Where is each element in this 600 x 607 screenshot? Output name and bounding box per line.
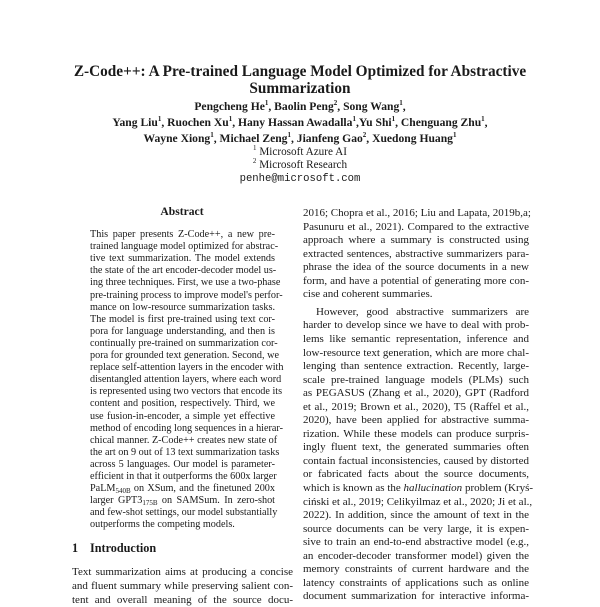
text-line: use fusion-in-encoder, a simple yet effective (90, 410, 275, 422)
text-line: and few-shot settings, our model substantially (90, 507, 278, 519)
text-line: rization. While these models can produce surpris- (303, 427, 529, 440)
affiliation-superscript: 1 (399, 99, 403, 107)
text-line: across 5 languages. Our model is parameter- (90, 458, 275, 470)
paper-title-line-1: Z-Code++: A Pre-trained Language Model Optimized for Abstractive (73, 63, 527, 80)
affiliation-superscript: 1 (352, 115, 356, 123)
text-line: document summarization for interactive informa- (303, 590, 529, 603)
text-line: 2016; Chopra et al., 2016; Liu and Lapata, 2019b,a; (303, 207, 531, 219)
text-run: Pengcheng He (194, 100, 265, 113)
text-line: as PEGASUS (Zhang et al., 2020), GPT (Radford (303, 387, 529, 400)
affiliation-superscript: 1 (481, 115, 485, 123)
affiliation-superscript: 2 (362, 131, 367, 139)
text-line: pora for language understanding, and then is (90, 325, 275, 337)
text-run: , Ruochen Xu (161, 116, 229, 129)
text-line: and fluent summary while preserving salient con- (72, 579, 293, 592)
text-line: memory constraints of current hardware and the (303, 563, 529, 576)
subscript: 540B (115, 487, 131, 496)
text-run: which is known as the (303, 482, 404, 494)
author-line (0, 132, 600, 145)
text-line: is represented using two vectors that encode its (90, 386, 283, 398)
text-run: , Hany Hassan Awadalla (232, 116, 353, 129)
affiliation-superscript: 1 (452, 131, 457, 139)
text-line (303, 481, 534, 495)
text-line: ing three techniques. First, we use a two-phase (90, 277, 281, 289)
text-line: contain factual inconsistencies, caused by distorted (303, 454, 529, 467)
affiliation-mark: 1 (253, 144, 257, 152)
affiliation-2 (0, 159, 600, 171)
text-line: latency constraints of applications such as online (303, 576, 529, 589)
text-line: disentangled attention layers, where each word (90, 374, 282, 386)
text-line: approach where a summary is constructed using (303, 234, 529, 247)
text-run: , Michael Zeng (213, 132, 288, 145)
text-line: tive text summarization. The model extends (90, 253, 275, 265)
text-line: or fabricated facts about the source documents, (303, 468, 529, 481)
affiliation-superscript: 2 (333, 99, 338, 107)
author-line (0, 116, 600, 129)
text-line: method of encoding long sequences in a hierar- (90, 422, 284, 434)
text-line: However, good abstractive summarizers are (316, 305, 529, 318)
text-run: , (402, 100, 406, 113)
text-run: , (484, 116, 488, 129)
section-title: Introduction (90, 541, 157, 555)
text-line: trained language model optimized for abstrac- (90, 241, 279, 253)
text-line: lems like semantic representation, inference and (303, 332, 529, 345)
text-line: et al., 2019; Brown et al., 2020), T5 (Raffel et al., (303, 400, 529, 413)
text-line: cise and coherent summaries. (303, 288, 433, 301)
section-heading-introduction (72, 541, 156, 556)
text-line: lenging than sentence extraction. Recently, large- (303, 360, 529, 373)
affiliation-superscript: 1 (228, 115, 233, 123)
text-line: 2022). In addition, since the amount of text in the (303, 509, 529, 522)
text-line: pora for grounded text generation. Second, we (90, 350, 279, 361)
subscript: 175B (142, 499, 158, 508)
text-run: , Chenguang Zhu (395, 116, 482, 129)
abstract-heading: Abstract (160, 205, 204, 218)
affiliation-superscript: 1 (287, 131, 291, 139)
text-line: chical manner. Z-Code++ creates new state of (90, 434, 278, 446)
text-line: Pasunuru et al., 2021). Compared to the extractive (303, 220, 529, 233)
affiliation-1 (0, 146, 600, 158)
text-line: phrase the idea of the source documents in a new (303, 261, 529, 274)
text-run: on SAMSum. In zero-shot (157, 495, 275, 507)
affiliation-mark: 2 (252, 157, 257, 165)
text-line: harder to develop since we have to deal with prob- (303, 319, 529, 332)
text-line: ingly fluent text, the generated summaries often (303, 441, 529, 454)
affiliation-name: Microsoft Research (256, 159, 348, 171)
text-line: pre-training process to improve model's perfor- (90, 289, 283, 301)
text-line: the art on 9 out of 13 text summarization tasks (90, 446, 280, 458)
text-line: source documents can be very large, it is expen- (303, 522, 529, 535)
text-run: , Xuedong Huang (366, 132, 453, 145)
text-line: replace self-attention layers in the encoder with (90, 362, 284, 374)
text-run: Wayne Xiong (143, 132, 211, 145)
text-line: 2020), have been applied for abstractive summa- (303, 414, 529, 427)
text-line: form, and have a potential of generating more con- (303, 274, 529, 287)
text-line: This paper presents Z-Code++, a new pre- (90, 229, 275, 240)
text-run: ,Yu Shi (355, 116, 392, 129)
text-run: on XSum, and the finetuned 200x (130, 483, 275, 495)
text-run: larger GPT3 (90, 495, 143, 507)
affiliation-superscript: 1 (264, 99, 269, 107)
text-line: ciński et al., 2019; Celikyilmaz et al., 2020; Ji et al., (303, 495, 533, 508)
affiliation-superscript: 1 (391, 115, 396, 123)
text-line: the state of the art encoder-decoder model us- (90, 265, 277, 277)
text-run: PaLM (90, 483, 116, 495)
text-line: low-resource text generation, which are more chal- (303, 346, 529, 359)
text-line: an encoder-decoder transformer model) given the (303, 549, 529, 562)
contact-email: penhe@microsoft.com (239, 173, 361, 185)
text-line: scale pre-trained language models (PLMs) such (303, 373, 529, 386)
paper-title-line-2: Summarization (249, 80, 351, 97)
text-run: , Baolin Peng (268, 100, 334, 113)
affiliation-name: Microsoft Azure AI (256, 146, 347, 158)
text-line: extracted sentences, abstractive summarizers para- (303, 247, 529, 260)
affiliation-superscript: 1 (157, 115, 162, 123)
text-line: sive to train an end-to-end abstractive model (e.g., (303, 536, 529, 549)
text-run: , Song Wang (337, 100, 400, 113)
text-line: Text summarization aims at producing a concise (72, 566, 293, 578)
text-line: outperforms the competing models. (90, 519, 235, 531)
text-run: Yang Liu (112, 116, 158, 129)
text-line: content and position, respectively. Third, we (90, 398, 275, 410)
italic-term: hallucination (403, 482, 463, 494)
author-line (0, 100, 600, 113)
section-number: 1 (72, 541, 79, 555)
text-line: tent and overall meaning of the source docu- (72, 593, 293, 606)
text-line: The model is first pre-trained using text cor- (90, 313, 275, 325)
text-run: , Jianfeng Gao (290, 132, 363, 145)
text-line: continually pre-trained on summarization cor- (90, 337, 278, 349)
text-run: problem (Kryś- (462, 482, 534, 494)
text-line: efficient in that it outperforms the 600x larger (90, 471, 277, 482)
text-line: mance on low-resource summarization tasks. (90, 301, 275, 313)
affiliation-superscript: 1 (210, 131, 214, 139)
